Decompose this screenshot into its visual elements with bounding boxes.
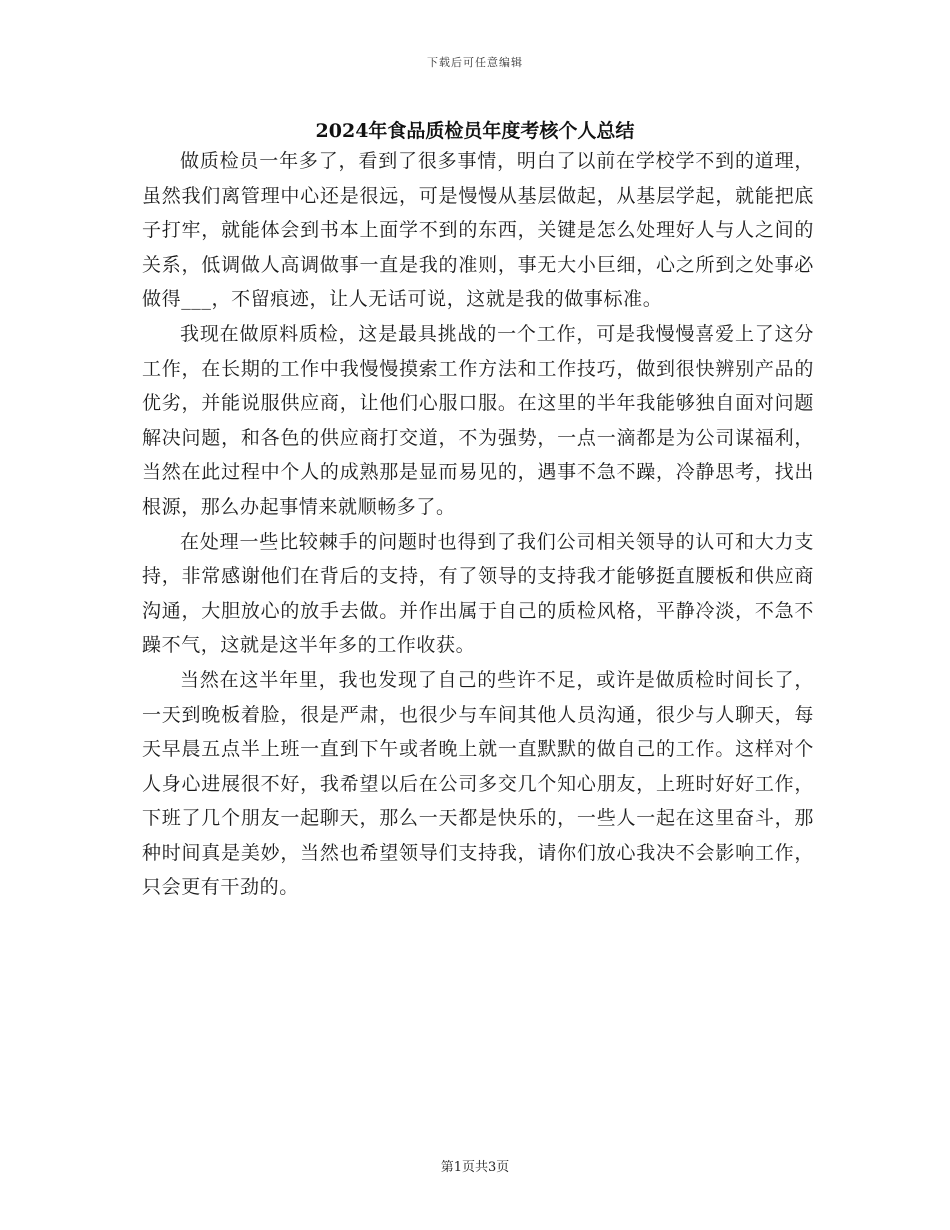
paragraph-2: 我现在做原料质检，这是最具挑战的一个工作，可是我慢慢喜爱上了这分工作，在长期的工作中我慢慢摸索工作方法和工作技巧，做到很快辨别产品的优劣，并能说服供应商，让他们心服口服。在这里的半年我能够独自面对问题解决问题，和各色的供应商打交道，不为强势，一点一滴都是为公司谋福利，当然在此过程中个人的成熟那是显而易见的，遇事不急不躁，冷静思考，找出根源，那么办起事情来就顺畅多了。 xyxy=(142,322,814,518)
paragraph-3: 在处理一些比较棘手的问题时也得到了我们公司相关领导的认可和大力支持，非常感谢他们在背后的支持，有了领导的支持我才能够挺直腰板和供应商沟通，大胆放心的放手去做。并作出属于自己的质检风格，平静冷淡，不急不躁不气，这就是这半年多的工作收获。 xyxy=(142,530,814,657)
header-note: 下载后可任意编辑 xyxy=(427,56,523,69)
page-number: 第1页共3页 xyxy=(440,1160,510,1175)
document-body xyxy=(142,144,814,905)
paragraph-1: 做质检员一年多了，看到了很多事情，明白了以前在学校学不到的道理，虽然我们离管理中心还是很远，可是慢慢从基层做起，从基层学起，就能把底子打牢，就能体会到书本上面学不到的东西，关键是怎么处理好人与人之间的关系，低调做人高调做事一直是我的准则，事无大小巨细，心之所到之处事必做得___，不留痕迹，让人无话可说，这就是我的做事标准。 xyxy=(142,150,814,311)
paragraph-4: 当然在这半年里，我也发现了自己的些许不足，或许是做质检时间长了，一天到晚板着脸，很是严肃，也很少与车间其他人员沟通，很少与人聊天，每天早晨五点半上班一直到下午或者晚上就一直默默的做自己的工作。这样对个人身心进展很不好，我希望以后在公司多交几个知心朋友，上班时好好工作，下班了几个朋友一起聊天，那么一天都是快乐的，一些人一起在这里奋斗，那种时间真是美妙，当然也希望领导们支持我，请你们放心我决不会影响工作，只会更有干劲的。 xyxy=(142,668,814,899)
document-title: 2024年食品质检员年度考核个人总结 xyxy=(315,120,635,142)
